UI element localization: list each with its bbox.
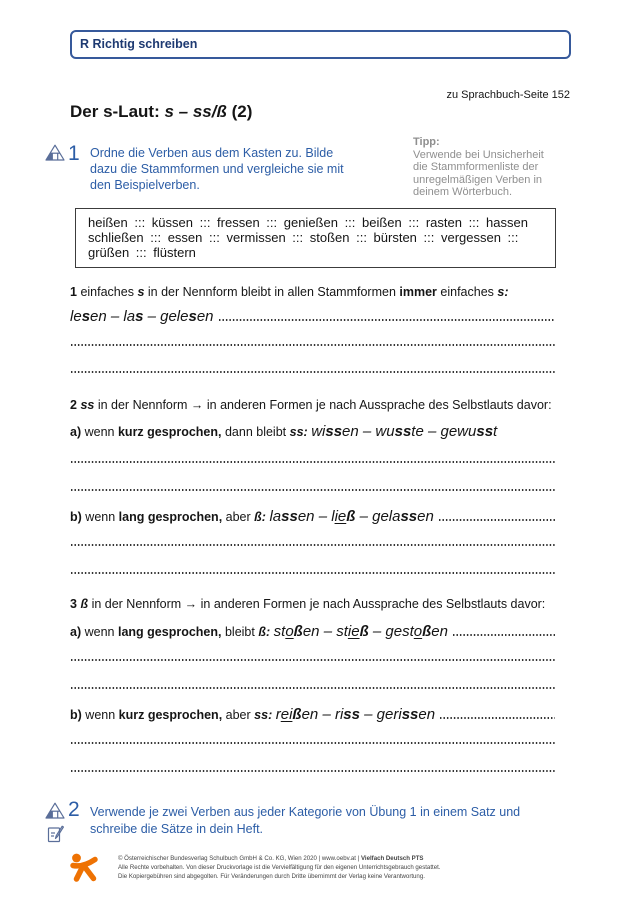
answer-line xyxy=(70,461,555,463)
answer-line xyxy=(70,659,555,661)
example-segment: l xyxy=(331,508,335,525)
category3a-row xyxy=(70,622,555,642)
example-segment: gewu xyxy=(440,423,477,440)
rule-result: ß: xyxy=(258,625,271,639)
heading-text: einfaches xyxy=(80,285,134,299)
example-dash: – xyxy=(359,508,368,525)
rule-result: ß: xyxy=(254,510,266,524)
rule-segment: wenn xyxy=(84,425,115,439)
example-segment: en xyxy=(90,308,107,325)
verb-box-line: schließen ::: essen ::: vermissen ::: stoßen ::: bürsten ::: vergessen ::: xyxy=(88,230,519,245)
exercise1-number: 1 xyxy=(68,142,80,165)
rule-condition: kurz gesprochen, xyxy=(117,425,222,439)
tip-line: Verwende bei Unsicherheit xyxy=(413,148,544,161)
example-highlight: ß xyxy=(346,508,356,525)
rule-segment: aber xyxy=(225,708,251,722)
example-lassen xyxy=(269,508,433,525)
title-suffix: (2) xyxy=(231,102,253,121)
rule-segment: wenn xyxy=(84,625,115,639)
tip-line: deinem Wörterbuch. xyxy=(413,186,513,198)
category-number: 2 xyxy=(70,398,77,412)
example-segment: la xyxy=(123,308,136,325)
example-segment: en xyxy=(418,706,436,723)
example-segment: gela xyxy=(372,508,401,525)
example-highlight: ss xyxy=(281,508,298,525)
example-highlight: ss xyxy=(476,423,494,440)
example-segment: wu xyxy=(375,423,395,440)
rule-condition: lang gesprochen, xyxy=(118,510,223,524)
rule-condition: lang gesprochen, xyxy=(117,625,222,639)
example-highlight: s xyxy=(188,308,197,325)
footer-line: Alle Rechte vorbehalten. Von dieser Druckvorlage ist die Vervielfältigung für den eigenen Unterrichtsgebrauch gestattet. xyxy=(118,863,441,871)
heading-text: in der Nennform bleibt in allen Stammformen xyxy=(147,285,396,299)
example-reissen xyxy=(276,706,435,723)
example-segment: st xyxy=(273,623,286,640)
chapter-title: R Richtig schreiben xyxy=(80,37,198,51)
example-segment: en xyxy=(302,623,320,640)
example-wissen xyxy=(311,423,497,440)
answer-line xyxy=(70,544,555,546)
heading-text: einfaches xyxy=(440,285,494,299)
category-number: 3 xyxy=(70,597,77,611)
copyright-footer xyxy=(118,854,440,881)
exercise1-instruction xyxy=(90,145,344,193)
instruction-line: den Beispielverben. xyxy=(90,178,200,192)
example-segment: wi xyxy=(311,423,326,440)
heading-letter: ss xyxy=(80,398,95,412)
tip-box xyxy=(413,136,544,199)
example-highlight: ss xyxy=(343,706,360,723)
instruction-line: dazu die Stammformen und vergleiche sie mit xyxy=(90,162,344,176)
example-highlight: ss xyxy=(325,423,343,440)
tip-label: Tipp: xyxy=(413,136,440,148)
textbook-reference: zu Sprachbuch-Seite 152 xyxy=(446,89,570,101)
example-segment: en xyxy=(301,706,319,723)
example-long-vowel: ie xyxy=(334,508,347,525)
example-highlight: ß xyxy=(359,623,369,640)
example-long-vowel: o xyxy=(285,623,294,640)
notebook-write-icon xyxy=(47,824,64,843)
example-segment: la xyxy=(269,508,282,525)
example-segment: t xyxy=(493,423,498,440)
example-segment: geri xyxy=(376,706,402,723)
page-title xyxy=(70,102,252,122)
example-highlight: ß xyxy=(293,623,303,640)
example-dash: – xyxy=(372,623,382,640)
instruction-line: Verwende je zwei Verben aus jeder Kategorie von Übung 1 in einem Satz und xyxy=(90,804,521,819)
example-long-vowel: ie xyxy=(347,623,360,640)
category1-example-row xyxy=(70,307,555,327)
exercise2-instruction xyxy=(90,804,520,838)
category-number: 1 xyxy=(70,285,77,299)
example-text xyxy=(70,307,214,327)
footer-brand: Vielfach Deutsch PTS xyxy=(360,854,424,862)
example-segment: en xyxy=(417,508,434,525)
example-dash: – xyxy=(110,308,120,325)
example-segment: en xyxy=(431,623,448,640)
heading-letter: s: xyxy=(497,285,509,299)
example-highlight: ss xyxy=(401,706,419,723)
rule-text xyxy=(70,705,435,725)
rule-text xyxy=(70,622,448,642)
example-segment: te xyxy=(411,423,424,440)
answer-line xyxy=(70,770,555,772)
rule-result: ss: xyxy=(289,425,308,439)
rule-text xyxy=(70,422,497,442)
chapter-header xyxy=(70,30,571,59)
example-lesen xyxy=(70,308,214,325)
example-long-vowel: o xyxy=(413,623,423,640)
answer-line xyxy=(70,344,555,346)
category2-heading xyxy=(70,397,552,413)
heading-letter: s xyxy=(137,285,145,299)
example-segment: gele xyxy=(160,308,189,325)
exercise2-number: 2 xyxy=(68,798,80,821)
answer-dots xyxy=(218,319,555,321)
heading-text: in der Nennform → in anderen Formen je nach Aussprache des Selbstlauts davor: xyxy=(91,597,546,611)
answer-line xyxy=(70,572,555,574)
category3-heading xyxy=(70,596,545,612)
rule-label: b) xyxy=(70,708,82,722)
tip-line: die Stammformenliste der xyxy=(413,161,539,173)
example-segment: gest xyxy=(385,623,414,640)
title-prefix: Der s-Laut: xyxy=(70,102,160,121)
category2a-row xyxy=(70,422,555,442)
example-highlight: ß xyxy=(422,623,432,640)
answer-dots xyxy=(452,634,555,636)
example-dash: – xyxy=(323,623,333,640)
rule-segment: aber xyxy=(225,510,251,524)
title-emphasis: s – ss/ß xyxy=(164,102,227,121)
example-stossen xyxy=(274,623,448,640)
category3b-row xyxy=(70,705,555,725)
heading-letter: ß xyxy=(80,597,89,611)
rule-segment: dann bleibt xyxy=(224,425,287,439)
example-segment: en xyxy=(297,508,315,525)
heading-emphasis: immer xyxy=(399,285,437,299)
difficulty-level-icon xyxy=(45,144,65,161)
rule-condition: kurz gesprochen, xyxy=(118,708,223,722)
tip-line: unregelmäßigen Verben in xyxy=(413,173,543,186)
rule-text xyxy=(70,507,434,527)
example-highlight: ss xyxy=(394,423,412,440)
example-dash: – xyxy=(362,423,372,440)
verb-box xyxy=(75,208,556,268)
answer-dots xyxy=(438,519,555,521)
example-segment: en xyxy=(342,423,359,440)
example-dash: – xyxy=(364,706,373,723)
footer-copyright: © Österreichischer Bundesverlag Schulbuch GmbH & Co. KG, Wien 2020 | www.oebv.at | xyxy=(118,854,360,862)
example-segment: ri xyxy=(334,706,344,723)
rule-label: b) xyxy=(70,510,82,524)
answer-dots xyxy=(439,717,555,719)
rule-label: a) xyxy=(70,625,82,639)
difficulty-level-icon xyxy=(45,802,65,819)
example-highlight: s xyxy=(81,308,91,325)
instruction-line: Ordne die Verben aus dem Kasten zu. Bilde xyxy=(90,146,334,160)
rule-segment: bleibt xyxy=(224,625,255,639)
rule-result: ss: xyxy=(254,708,273,722)
vielfach-logo xyxy=(68,852,100,883)
footer-line: Die Kopiergebühren sind abgegolten. Für Veränderungen durch Dritte übernimmt der Verlag keine Verantwortung. xyxy=(118,872,425,880)
example-segment: le xyxy=(70,308,82,325)
example-segment: en xyxy=(196,308,214,325)
example-dash: – xyxy=(427,423,437,440)
rule-segment: wenn xyxy=(85,708,116,722)
answer-line xyxy=(70,742,555,744)
answer-line xyxy=(70,489,555,491)
example-dash: – xyxy=(318,508,328,525)
example-segment: r xyxy=(275,706,281,723)
category2b-row xyxy=(70,507,555,527)
example-segment: st xyxy=(336,623,348,640)
answer-line xyxy=(70,687,555,689)
example-highlight: s xyxy=(135,308,144,325)
rule-label: a) xyxy=(70,425,82,439)
heading-text: in der Nennform → in anderen Formen je nach Aussprache des Selbstlauts davor: xyxy=(97,398,552,412)
example-dash: – xyxy=(147,308,156,325)
example-long-vowel: ei xyxy=(280,706,293,723)
verb-box-line: heißen ::: küssen ::: fressen ::: genießen ::: beißen ::: rasten ::: hassen xyxy=(88,215,528,230)
footer-line xyxy=(118,854,440,863)
example-highlight: ss xyxy=(400,508,418,525)
category1-heading xyxy=(70,284,509,300)
example-highlight: ß xyxy=(292,706,302,723)
rule-segment: wenn xyxy=(85,510,116,524)
verb-box-line: grüßen ::: flüstern xyxy=(88,245,196,260)
example-dash: – xyxy=(322,706,331,723)
answer-line xyxy=(70,371,555,373)
instruction-line: schreibe die Sätze in dein Heft. xyxy=(90,821,264,836)
